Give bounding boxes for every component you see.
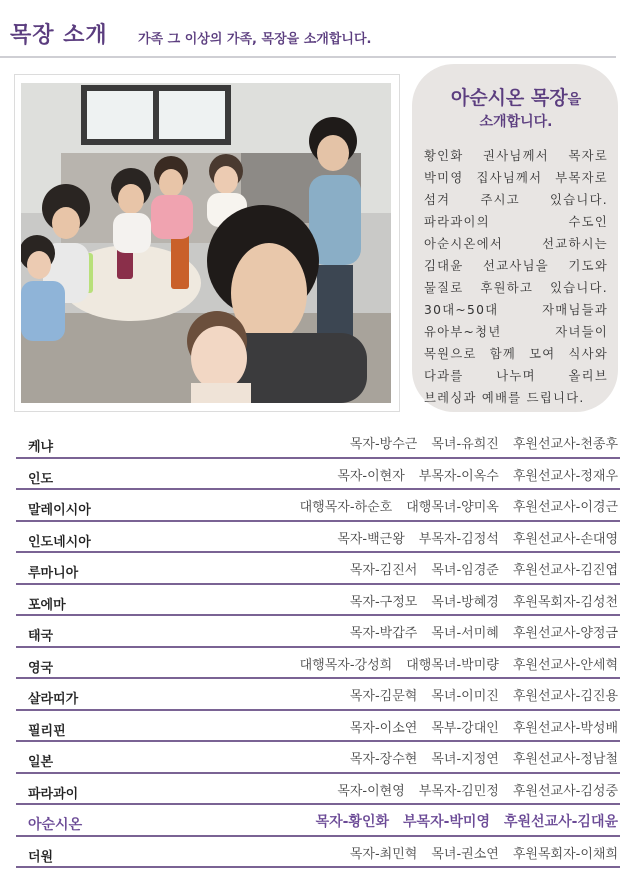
group-photo — [21, 83, 391, 403]
role-entry: 목자-박갑주 — [349, 626, 418, 641]
list-row — [16, 774, 620, 806]
role-list — [323, 465, 618, 484]
role-entry: 후원선교사-안세혁 — [512, 657, 618, 673]
role-entry: 부목자-김정석 — [418, 531, 499, 547]
role-entry: 목자-최민혁 — [349, 846, 418, 862]
country-name: 케냐 — [28, 440, 54, 455]
role-entry: 목자-이소연 — [349, 720, 418, 736]
role-entry: 목녀-서미혜 — [431, 626, 499, 641]
intro-card — [412, 64, 618, 412]
country-name: 인도 — [28, 471, 54, 487]
country-name: 아순시온 — [28, 817, 83, 833]
role-entry: 목자-황인화 — [315, 814, 390, 830]
role-entry: 후원선교사-정남철 — [512, 752, 618, 767]
list-row — [16, 648, 620, 680]
list-row — [16, 805, 620, 837]
role-entry: 목녀-지정연 — [431, 752, 499, 767]
role-list — [323, 780, 618, 799]
page-title: 목장 소개 — [10, 23, 108, 48]
role-entry: 목자-방수근 — [349, 437, 418, 452]
role-entry: 대행목녀-박미량 — [406, 657, 499, 673]
list-row — [16, 837, 620, 869]
country-name: 필리핀 — [28, 723, 66, 739]
list-row — [16, 553, 620, 585]
list-row — [16, 490, 620, 522]
role-entry: 후원목회자-이채희 — [512, 846, 618, 862]
role-entry: 후원선교사-천종후 — [512, 437, 618, 452]
role-entry: 후원선교사-이경근 — [512, 500, 618, 515]
role-entry: 후원선교사-김대윤 — [503, 814, 618, 830]
role-list — [286, 496, 618, 515]
role-list — [286, 654, 618, 673]
role-list — [336, 622, 618, 641]
role-entry: 목녀-이미진 — [431, 689, 499, 704]
list-row — [16, 711, 620, 743]
role-entry: 후원선교사-김진용 — [512, 689, 618, 704]
list-row — [16, 616, 620, 648]
role-list — [323, 528, 618, 547]
role-list — [336, 559, 618, 578]
country-name: 말레이시아 — [28, 503, 91, 518]
role-list — [336, 748, 618, 767]
role-entry: 대행목녀-양미옥 — [406, 500, 499, 515]
header-divider — [0, 56, 616, 58]
role-entry: 목자-구정모 — [349, 594, 418, 610]
role-entry: 부목자-박미영 — [403, 814, 490, 830]
country-name: 일본 — [28, 755, 54, 770]
role-entry: 목자-장수현 — [349, 752, 418, 767]
group-photo-illustration — [21, 83, 391, 403]
role-list — [336, 843, 618, 862]
role-entry: 목녀-유희진 — [431, 437, 499, 452]
list-row — [16, 459, 620, 491]
role-entry: 후원선교사-양정금 — [512, 626, 618, 641]
country-name: 인도네시아 — [28, 534, 91, 550]
intro-heading-particle: 을 — [567, 92, 582, 108]
intro-heading-line2: 소개합니다. — [479, 113, 553, 130]
role-entry: 후원선교사-정재우 — [512, 468, 618, 484]
list-row — [16, 522, 620, 554]
role-list — [336, 433, 618, 452]
country-name: 영국 — [28, 660, 54, 676]
country-name: 살라띠가 — [28, 692, 79, 707]
role-entry: 목녀-임경준 — [431, 563, 499, 578]
role-entry: 후원목회자-김성천 — [512, 594, 618, 610]
role-list — [336, 717, 618, 736]
country-name: 파라과이 — [28, 786, 79, 802]
role-entry: 후원선교사-김진엽 — [512, 563, 618, 578]
role-entry: 목자-김진서 — [349, 563, 418, 578]
role-entry: 목자-김문혁 — [349, 689, 418, 704]
page-subtitle: 가족 그 이상의 가족, 목장을 소개합니다. — [138, 32, 372, 47]
country-name: 포에마 — [28, 597, 66, 613]
country-name: 루마니아 — [28, 566, 79, 581]
intro-body: 황인화 권사님께서 목자로 박미영 집사님께서 부목자로 섬겨 주시고 있습니다. 파라과이의 수도인 아순시온에서 선교하시는 김대윤 선교사님을 기도와 물질로 후원하고 있습니다. 30대~50대 자매님들과 유아부~청년 자녀들이 목원으로 함께 모여 식사와 다과를 나누며 올리브 브레싱과 예배를 드립니다. — [424, 148, 608, 405]
list-row — [16, 585, 620, 617]
role-entry: 목자-이현자 — [337, 468, 405, 484]
role-entry: 대행목자-하순호 — [299, 500, 393, 515]
role-list — [336, 591, 618, 610]
role-entry: 대행목자-강성희 — [299, 657, 393, 673]
role-entry: 목녀-권소연 — [431, 846, 499, 862]
list-row — [16, 679, 620, 711]
role-list — [336, 685, 618, 704]
list-row — [16, 742, 620, 774]
role-list — [302, 811, 618, 831]
mokjang-list — [16, 427, 620, 868]
group-photo-frame — [14, 74, 400, 412]
page-header — [0, 0, 632, 58]
role-entry: 목녀-방혜경 — [431, 594, 499, 610]
intro-heading-main: 아순시온 목장 — [450, 87, 568, 109]
role-entry: 후원선교사-손대영 — [512, 531, 618, 547]
role-entry: 부목자-이옥수 — [418, 468, 499, 484]
role-entry: 후원선교사-김성중 — [512, 783, 618, 799]
role-entry: 목자-이현영 — [337, 783, 405, 799]
country-name: 태국 — [28, 629, 54, 644]
list-row — [16, 427, 620, 459]
role-entry: 부목자-김민정 — [418, 783, 499, 799]
role-entry: 목자-백근왕 — [337, 531, 405, 547]
role-entry: 목부-강대인 — [431, 720, 499, 736]
country-name: 더원 — [28, 849, 54, 865]
role-entry: 후원선교사-박성배 — [512, 720, 618, 736]
intro-heading — [424, 86, 608, 131]
